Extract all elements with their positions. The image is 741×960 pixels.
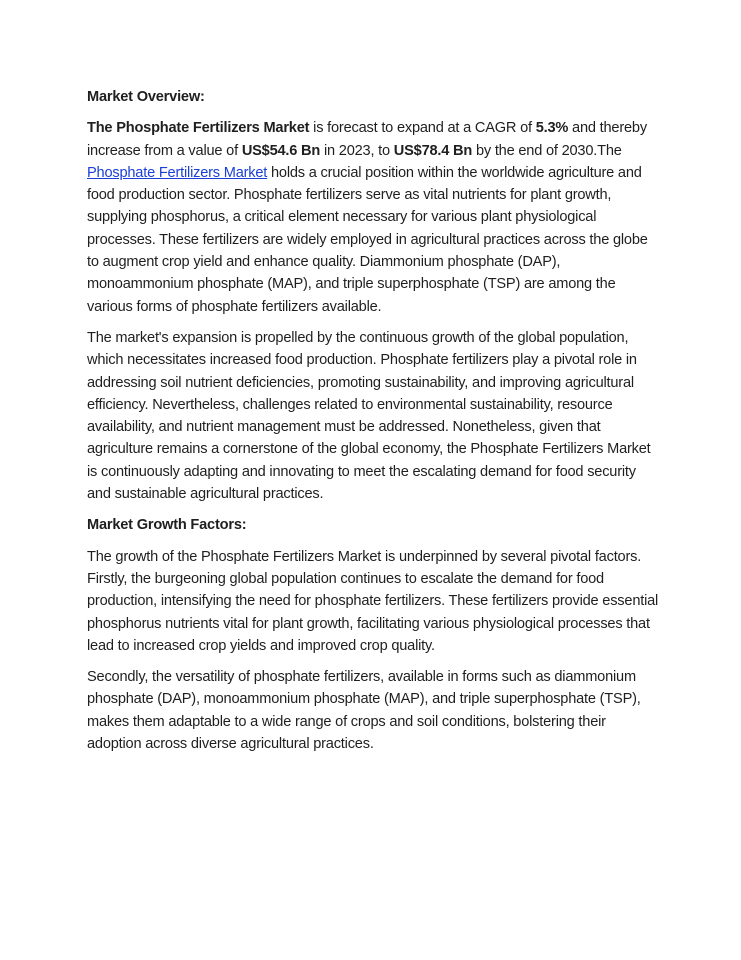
overview-text-1: is forecast to expand at a CAGR of bbox=[309, 120, 536, 137]
overview-text-3: in 2023, to bbox=[320, 142, 394, 159]
market-overview-heading: Market Overview: bbox=[87, 89, 205, 105]
end-value: US$78.4 Bn bbox=[393, 142, 473, 159]
overview-text-5: holds a crucial position within the worldwide agriculture and food production sector. Phosphate fertilizers serve as vital nutrients for plant growth, supplying phosphorus, a critical element necessary for various plant physiological processes. These fertilizers are widely employed in agricultural practices across the globe to augment crop yield and enhance quality. Diammonium phosphate (DAP), monoammonium phosphate (MAP), and triple superphosphate (TSP) are among the various forms of phosphate fertilizers available. bbox=[87, 164, 648, 315]
growth-paragraph-2: Secondly, the versatility of phosphate fertilizers, available in forms such as diammonium phosphate (DAP), monoammonium phosphate (MAP), and triple superphosphate (TSP), makes them adaptable to a wide range of crops and soil conditions, bolstering their adoption across diverse agricultural practices. bbox=[87, 669, 641, 753]
overview-paragraph-2: The market's expansion is propelled by the continuous growth of the global population, which necessitates increased food production. Phosphate fertilizers play a pivotal role in addressing soil nutrient deficiencies, promoting sustainability, and improving agricultural efficiency. Nevertheless, challenges related to environmental sustainability, resource availability, and nutrient management must be addressed. Nonetheless, given that agriculture remains a cornerstone of the global economy, the Phosphate Fertilizers Market is continuously adapting and innovating to meet the escalating demand for food security and sustainable agricultural practices. bbox=[87, 329, 651, 503]
document-page bbox=[87, 86, 661, 764]
growth-paragraph-1: The growth of the Phosphate Fertilizers Market is underpinned by several pivotal factors. Firstly, the burgeoning global population continues to escalate the demand for food production, intensifying the need for phosphate fertilizers. These fertilizers provide essential phosphorus nutrients vital for plant growth, facilitating various physiological processes that lead to increased crop yields and improved crop quality. bbox=[87, 548, 659, 654]
overview-text-2: and thereby increase from a value of bbox=[87, 120, 647, 159]
phosphate-fertilizers-market-link[interactable]: Phosphate Fertilizers Market bbox=[87, 164, 268, 181]
overview-text-4: by the end of 2030.The bbox=[472, 142, 622, 159]
market-growth-factors-heading: Market Growth Factors: bbox=[87, 517, 247, 534]
overview-paragraph-1 bbox=[87, 117, 661, 318]
market-name-bold: The Phosphate Fertilizers Market bbox=[87, 120, 310, 137]
start-value: US$54.6 Bn bbox=[241, 142, 321, 159]
cagr-value: 5.3% bbox=[535, 120, 569, 137]
